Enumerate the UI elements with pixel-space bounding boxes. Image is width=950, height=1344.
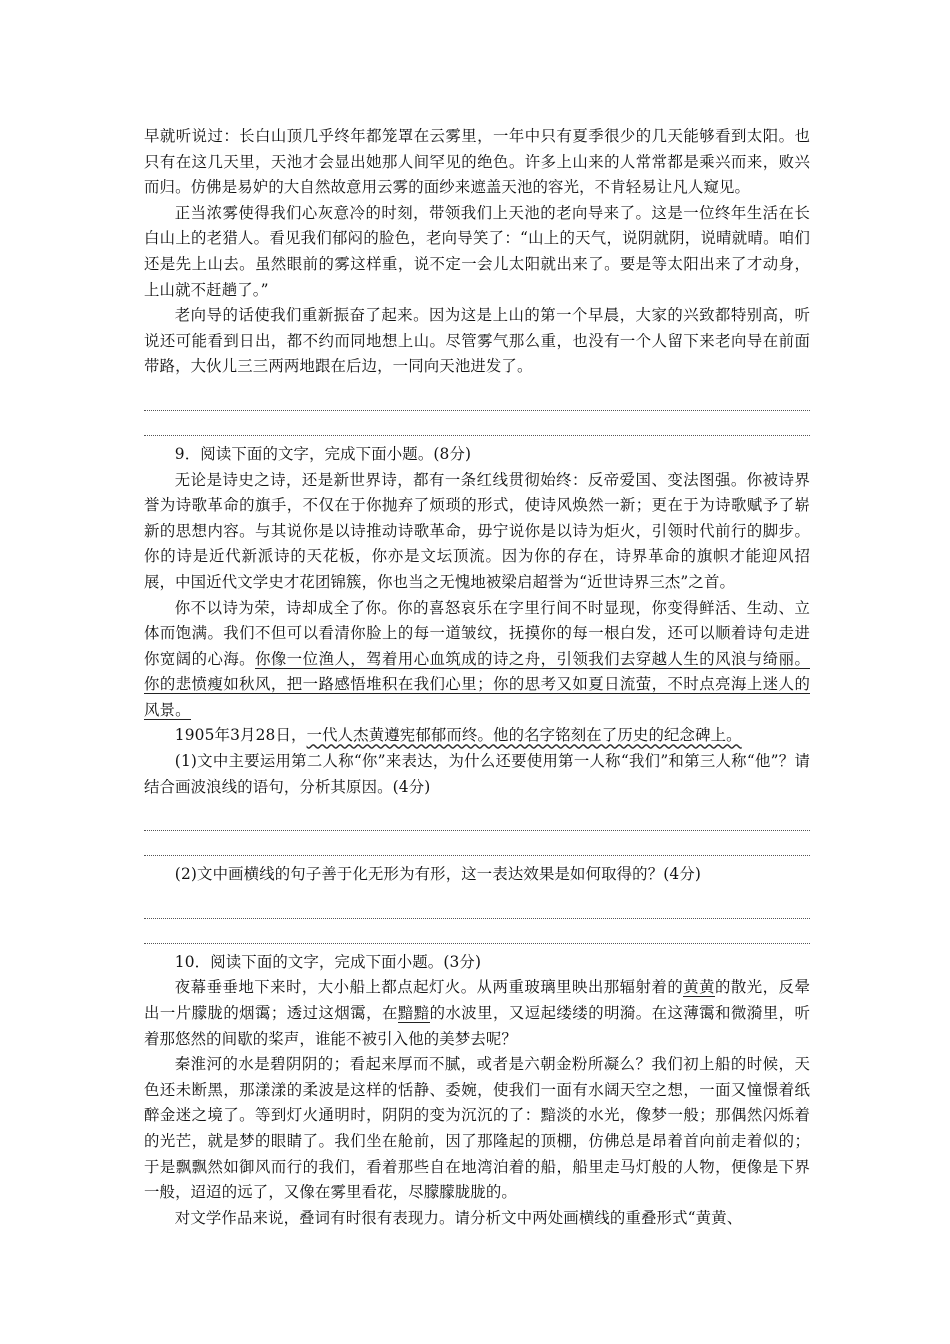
q9-underlined-sentence-2: 你的悲愤瘦如秋风，把一路感悟堆积在我们心里；你的思考又如夏日流萤，不时点亮海上迷人的风景。 xyxy=(144,675,810,719)
answer-line[interactable] xyxy=(144,919,810,944)
q10-p1-part-c: 的水波里，又逗起缕缕的明漪。在这薄霭和微漪里，听着那悠然的间歇的桨声，谁能不被引入他的美梦去呢？ xyxy=(144,1004,810,1048)
answer-line[interactable] xyxy=(144,806,810,831)
passage8-paragraph-1: 早就听说过：长白山顶几乎终年都笼罩在云雾里，一年中只有夏季很少的几天能够看到太阳。也只有在这几天里，天池才会显出她那人间罕见的绝色。许多上山来的人常常都是乘兴而来，败兴而归。仿佛是易妒的大自然故意用云雾的面纱来遮盖天池的容光，不肯轻易让凡人窥见。 xyxy=(144,127,810,197)
q9-paragraph-3-lead: 1905年3月28日， xyxy=(174,726,307,745)
q10-p1-part-a: 夜幕垂垂地下来时，大小船上都点起灯火。从两重玻璃里映出那辐射着的 xyxy=(174,978,684,997)
answer-line[interactable] xyxy=(144,831,810,856)
q9-subquestion-2: (2)文中画横线的句子善于化无形为有形，这一表达效果是如何取得的？(4分) xyxy=(174,865,702,884)
q9-subquestion-1: (1)文中主要运用第二人称“你”来表达，为什么还要使用第一人称“我们”和第三人称“他”？请结合画波浪线的语句，分析其原因。(4分) xyxy=(144,752,810,796)
q9-underlined-sentence-1: 你像一位渔人，驾着用心血筑成的诗之舟，引领我们去穿越人生的风浪与绮丽。 xyxy=(255,649,810,668)
answer-area-9-1 xyxy=(144,800,810,862)
q10-paragraph-3: 对文学作品来说，叠词有时很有表现力。请分析文中两处画横线的重叠形式“黄黄、 xyxy=(174,1208,743,1227)
document-page xyxy=(144,124,810,1231)
passage8-paragraph-3: 老向导的话使我们重新振奋了起来。因为这是上山的第一个早晨，大家的兴致都特别高，听说还可能看到日出，都不约而同地想上山。尽管雾气那么重，也没有一个人留下来老向导在前面带路，大伙儿三三两两地跟在后边，一同向天池进发了。 xyxy=(144,306,810,376)
answer-area-8 xyxy=(144,380,810,442)
answer-line[interactable] xyxy=(144,411,810,436)
answer-line[interactable] xyxy=(144,386,810,411)
q10-paragraph-1 xyxy=(144,975,810,1052)
question-9-title: 9．阅读下面的文字，完成下面小题。(8分) xyxy=(174,444,472,463)
q9-paragraph-1: 无论是诗史之诗，还是新世界诗，都有一条红线贯彻始终：反帝爱国、变法图强。你被诗界誉为诗歌革命的旗手，不仅在于你抛弃了烦琐的形式，使诗风焕然一新；更在于为诗歌赋予了崭新的思想内容。与其说你是以诗推动诗歌革命，毋宁说你是以诗为炬火，引领时代前行的脚步。你的诗是近代新派诗的天花板，你亦是文坛顶流。因为你的存在，诗界革命的旗帜才能迎风招展，中国近代文学史才花团锦簇，你也当之无愧地被梁启超誉为“近世诗界三杰”之首。 xyxy=(144,470,810,591)
passage8-paragraph-2: 正当浓雾使得我们心灰意冷的时刻，带领我们上天池的老向导来了。这是一位终年生活在长白山上的老猎人。看见我们郁闷的脸色，老向导笑了：“山上的天气，说阴就阴，说晴就晴。咱们还是先上山去。虽然眼前的雾这样重，说不定一会儿太阳就出来了。要是等太阳出来了才动身，上山就不赶趟了。” xyxy=(144,203,810,299)
q10-p1-part-b: 的散光，反晕出一片朦胧的烟霭；透过这烟霭，在 xyxy=(144,978,810,1023)
answer-line[interactable] xyxy=(144,894,810,919)
q10-underlined-word-1: 黄黄 xyxy=(683,978,715,997)
q9-paragraph-2 xyxy=(144,596,810,724)
q9-paragraph-2-lead: 你不以诗为荣，诗却成全了你。你的喜怒哀乐在字里行间不时显现，你变得鲜活、生动、立体而饱满。我们不但可以看清你脸上的每一道皱纹，抚摸你的每一根白发，还可以顺着诗句走进你宽阔的心海。 xyxy=(144,598,810,668)
q9-wavy-sentence: 一代人杰黄遵宪郁郁而终。他的名字铭刻在了历史的纪念碑上。 xyxy=(306,726,742,745)
question-10-title: 10．阅读下面的文字，完成下面小题。(3分) xyxy=(174,952,482,971)
q10-paragraph-2: 秦淮河的水是碧阴阴的；看起来厚而不腻，或者是六朝金粉所凝么？我们初上船的时候，天色还未断黑，那漾漾的柔波是这样的恬静、委婉，使我们一面有水阔天空之想，一面又憧憬着纸醉金迷之境了。等到灯火通明时，阴阴的变为沉沉的了：黯淡的水光，像梦一般；那偶然闪烁着的光芒，就是梦的眼睛了。我们坐在舱前，因了那隆起的顶棚，仿佛总是昂着首向前走着似的；于是飘飘然如御风而行的我们，看着那些自在地湾泊着的船，船里走马灯般的人物，便像是下界一般，迢迢的远了，又像在雾里看花，尽朦朦胧胧的。 xyxy=(144,1055,810,1202)
q9-paragraph-3 xyxy=(144,723,810,749)
q10-underlined-word-2: 黯黯 xyxy=(397,1004,430,1023)
answer-area-9-2 xyxy=(144,888,810,950)
